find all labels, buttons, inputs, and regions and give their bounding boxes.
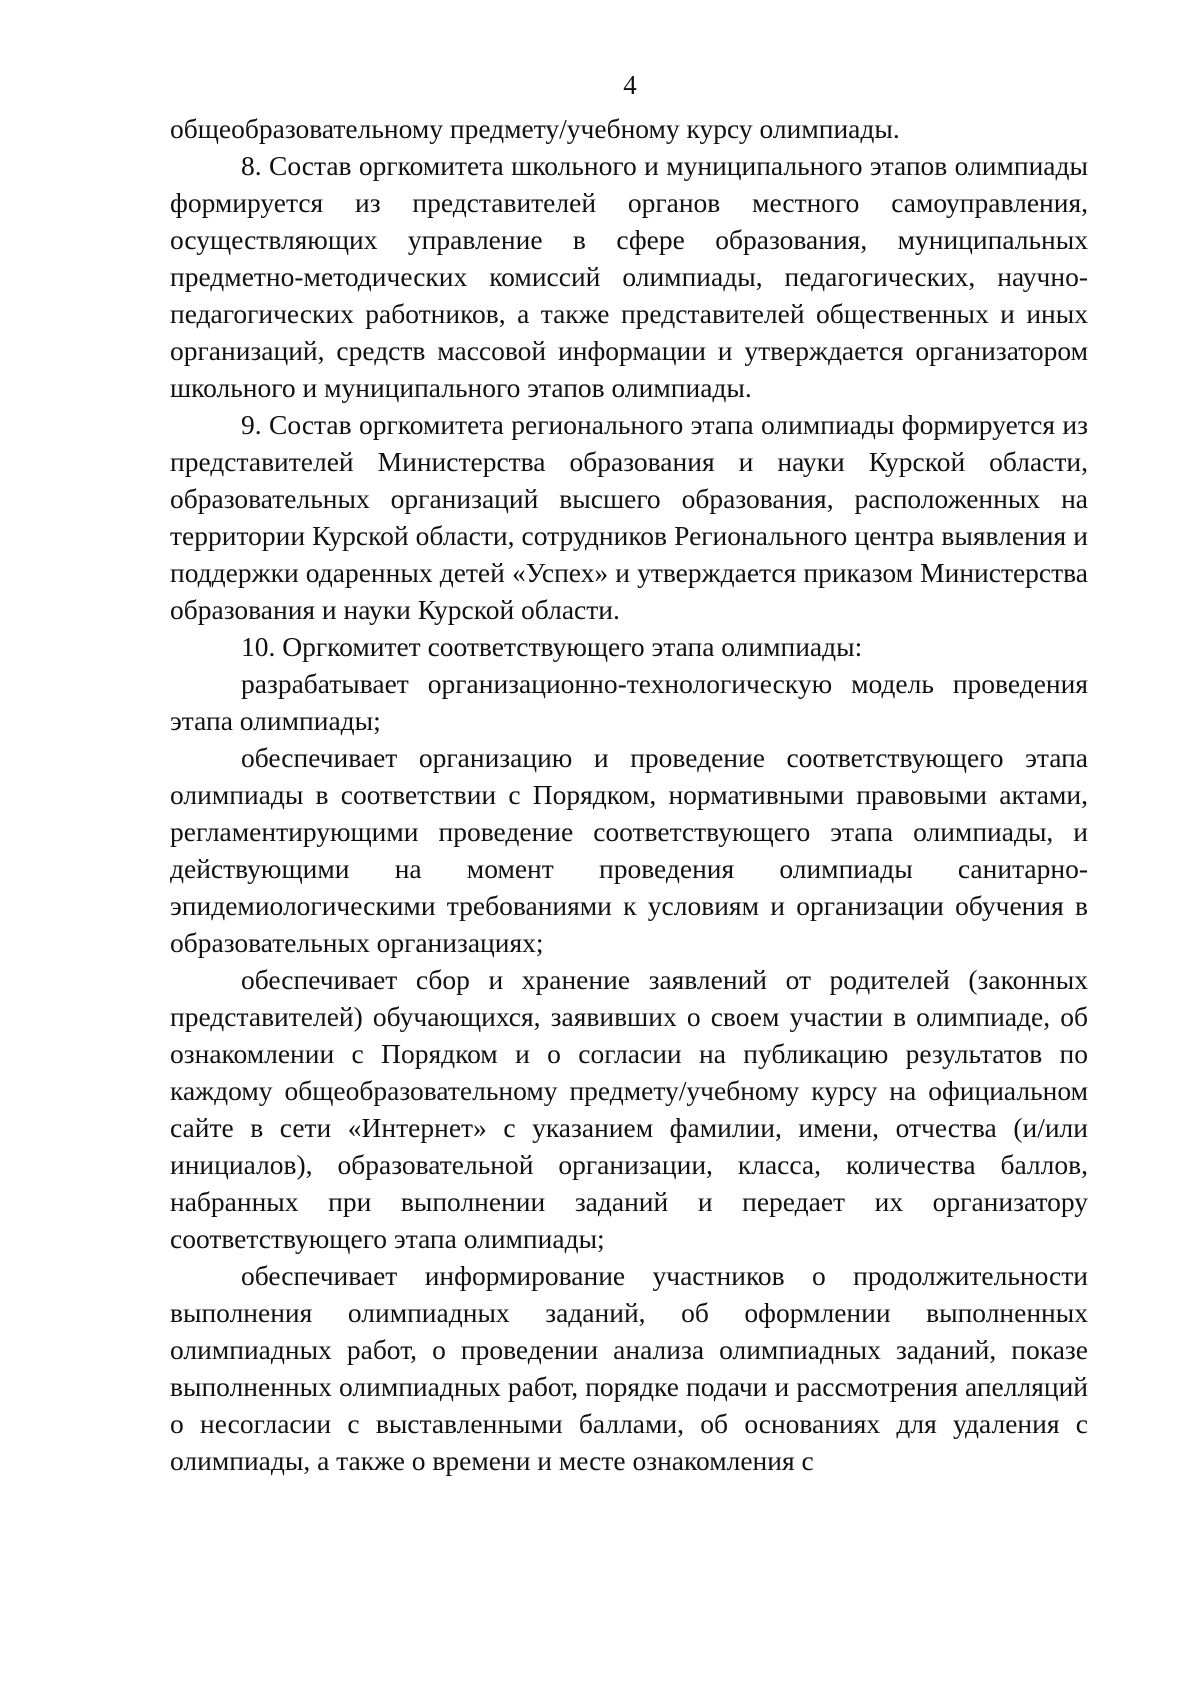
paragraph-item-10: 10. Оргкомитет соответствующего этапа олимпиады:	[241, 631, 863, 662]
paragraph-duty-model: разрабатывает организационно-технологическую модель проведения этапа олимпиады;	[170, 668, 1088, 736]
paragraph-item-8: 8. Состав оргкомитета школьного и муниципального этапов олимпиады формируется из представителей органов местного самоуправления, осуществляющих управление в сфере образования, муниципальных предметно-методических комиссий олимпиады, педагогических, научно-педагогических работников, а также представителей общественных и иных организаций, средств массовой информации и утверждается организатором школьного и муниципального этапов олимпиады.	[170, 150, 1088, 403]
document-body	[170, 110, 1088, 1479]
page-number: 4	[623, 70, 637, 100]
paragraph-continuation: общеобразовательному предмету/учебному курсу олимпиады.	[170, 113, 900, 144]
paragraph-duty-organization: обеспечивает организацию и проведение соответствующего этапа олимпиады в соответствии с Порядком, нормативными правовыми актами, регламентирующими проведение соответствующего этапа олимпиады, и действующими на момент проведения олимпиады санитарно-эпидемиологическими требованиями к условиям и организации обучения в образовательных организациях;	[170, 742, 1088, 958]
paragraph-duty-informing: обеспечивает информирование участников о продолжительности выполнения олимпиадных заданий, об оформлении выполненных олимпиадных работ, о проведении анализа олимпиадных заданий, показе выполненных олимпиадных работ, порядке подачи и рассмотрения апелляций о несогласии с выставленными баллами, об основаниях для удаления с олимпиады, а также о времени и месте ознакомления с	[170, 1260, 1088, 1476]
paragraph-item-9: 9. Состав оргкомитета регионального этапа олимпиады формируется из представителей Министерства образования и науки Курской области, образовательных организаций высшего образования, расположенных на территории Курской области, сотрудников Регионального центра выявления и поддержки одаренных детей «Успех» и утверждается приказом Министерства образования и науки Курской области.	[170, 409, 1088, 625]
paragraph-duty-applications: обеспечивает сбор и хранение заявлений от родителей (законных представителей) обучающихся, заявивших о своем участии в олимпиаде, об ознакомлении с Порядком и о согласии на публикацию результатов по каждому общеобразовательному предмету/учебному курсу на официальном сайте в сети «Интернет» с указанием фамилии, имени, отчества (и/или инициалов), образовательной организации, класса, количества баллов, набранных при выполнении заданий и передает их организатору соответствующего этапа олимпиады;	[170, 964, 1088, 1254]
